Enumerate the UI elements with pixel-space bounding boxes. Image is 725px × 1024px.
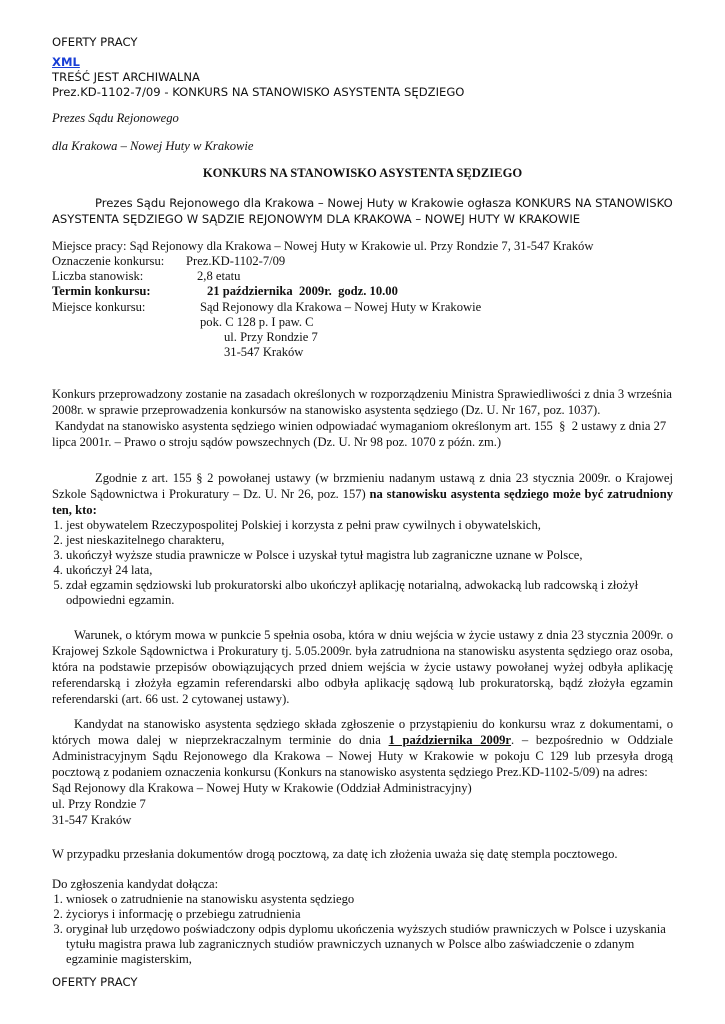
address-line-2: ul. Przy Rondzie 7 <box>52 797 146 811</box>
legal-basis <box>52 386 673 450</box>
place-label: Miejsce konkursu: <box>52 300 146 314</box>
legal-line-3: Kandydat na stanowisko asystenta sędziego winien odpowiadać wymaganiom określonym art. 155 § 2 ustawy z dnia 27 <box>52 419 667 433</box>
archival-notice: TREŚĆ JEST ARCHIWALNA <box>52 70 200 84</box>
issuer-line-2: dla Krakowa – Nowej Huty w Krakowie <box>52 139 254 153</box>
list-item: 1. wniosek o zatrudnienie na stanowisku asystenta sędziego <box>66 892 673 907</box>
requirements-list <box>52 518 673 608</box>
announcement-line-2: ASYSTENTA SĘDZIEGO W SĄDZIE REJONOWYM DLA KRAKOWA – NOWEJ HUTY W KRAKOWIE <box>52 212 581 226</box>
requirements-intro-text: Zgodnie z art. 155 § 2 powołanej ustawy (w brzmieniu nadanym ustawą z dnia 23 stycznia 2009r. o Krajowej Szkole Sądownictwa i Prokuratury – Dz. U. Nr 26, poz. 157) <box>52 471 673 501</box>
place-row-2 <box>52 315 673 330</box>
attachments-list <box>52 892 673 967</box>
list-item: 5. zdał egzamin sędziowski lub prokuratorski albo ukończył aplikację notarialną, adwokacką lub radcowską i złożył odpowiedni egzamin. <box>66 578 673 608</box>
designation-label: Oznaczenie konkursu: <box>52 254 165 268</box>
positions-row <box>52 269 673 284</box>
submission <box>52 716 673 828</box>
place-row-3 <box>52 330 673 345</box>
section-header: OFERTY PRACY <box>52 35 138 49</box>
attachments-intro: Do zgłoszenia kandydat dołącza: <box>52 877 219 891</box>
designation-value: Prez.KD-1102-7/09 <box>186 254 286 268</box>
xml-link-row <box>52 54 673 70</box>
list-item: 3. ukończył wyższe studia prawnicze w Polsce i uzyskał tytuł magistra lub zagraniczne uznane w Polsce, <box>66 548 673 563</box>
legal-line-2: 2008r. w sprawie przeprowadzenia konkursów na stanowisko asystenta sędziego (Dz. U. Nr 167, poz. 1037). <box>52 403 601 417</box>
legal-line-1: Konkurs przeprowadzony zostanie na zasadach określonych w rozporządzeniu Ministra Sprawiedliwości z dnia 3 września <box>52 387 673 401</box>
contest-details <box>52 238 673 360</box>
positions-value: 2,8 etatu <box>197 269 241 283</box>
address-line-1: Sąd Rejonowy dla Krakowa – Nowej Huty w Krakowie (Oddział Administracyjny) <box>52 781 472 795</box>
positions-label: Liczba stanowisk: <box>52 269 144 283</box>
designation-row <box>52 254 673 269</box>
list-item: 2. jest nieskazitelnego charakteru, <box>66 533 673 548</box>
announcement <box>52 195 673 227</box>
place-row-4 <box>52 345 673 360</box>
place-line-1: Sąd Rejonowy dla Krakowa – Nowej Huty w Krakowie <box>200 300 482 314</box>
submission-deadline: 1 października 2009r <box>388 733 512 747</box>
date-value: 21 października 2009r. godz. 10.00 <box>207 284 398 298</box>
announcement-line-1: Prezes Sądu Rejonowego dla Krakowa – Nowej Huty w Krakowie ogłasza KONKURS NA STANOWISKO <box>95 196 673 210</box>
list-item: 3. oryginał lub urzędowo poświadczony odpis dyplomu ukończenia wyższych studiów prawniczych w Polsce i uzyskania tytułu magistra prawa lub zagranicznych studiów prawniczych uznanych w Polsce albo zaświadczenie o zdanym egzaminie magisterskim, <box>66 922 673 967</box>
attachments <box>52 876 673 967</box>
issuer-line-1: Prezes Sądu Rejonowego <box>52 111 179 125</box>
page-title: Prez.KD-1102-7/09 - KONKURS NA STANOWISKO ASYSTENTA SĘDZIEGO <box>52 85 465 99</box>
requirements <box>52 470 673 608</box>
condition-paragraph: Warunek, o którym mowa w punkcie 5 spełnia osoba, która w dniu wejścia w życie ustawy z dnia 23 stycznia 2009r. o Krajowej Szkole Sądownictwa i Prokuratury tj. 5.05.2009r. była zatrudniona na stanowisku asystenta sędziego oraz osoba, która na podstawie przepisów obowiązujących przed dniem wejścia w życie ustawy powołanej wyżej odbyła aplikację referendarską i złożyła egzamin referendarski albo odbyła aplikację sądową lub prokuratorską, bądź złożyła egzamin referendarski (art. 66 ust. 2 cytowanej ustawy). <box>52 628 673 706</box>
workplace: Miejsce pracy: Sąd Rejonowy dla Krakowa – Nowej Huty w Krakowie ul. Przy Rondzie 7, 31-547 Kraków <box>52 239 594 253</box>
requirements-intro <box>52 470 673 518</box>
legal-line-4: lipca 2001r. – Prawo o stroju sądów powszechnych (Dz. U. Nr 98 poz. 1070 z późn. zm.) <box>52 435 502 449</box>
place-line-3: ul. Przy Rondzie 7 <box>224 330 318 344</box>
date-label: Termin konkursu: <box>52 284 151 298</box>
list-item: 4. ukończył 24 lata, <box>66 563 673 578</box>
place-line-4: 31-547 Kraków <box>224 345 304 359</box>
submission-text-2: . – bezpośrednio w Oddziale Administracyjnym Sądu Rejonowego dla Krakowa – Nowej Huty w Krakowie w pokoju C 129 lub przesyła drogą pocztową z podaniem oznaczenia konkursu (Konkurs na stanowisko asystenta sędziego Prez.KD-1102-5/09) na adres: <box>52 733 673 779</box>
document-title: KONKURS NA STANOWISKO ASYSTENTA SĘDZIEGO <box>202 166 523 180</box>
submission-paragraph <box>52 716 673 780</box>
place-row <box>52 300 673 315</box>
address-line-3: 31-547 Kraków <box>52 813 132 827</box>
requirements-intro-bold: na stanowisku asystenta sędziego może być zatrudniony ten, kto: <box>52 487 673 517</box>
section-footer: OFERTY PRACY <box>52 975 138 989</box>
list-item: 2. życiorys i informację o przebiegu zatrudnienia <box>66 907 673 922</box>
list-item: 1. jest obywatelem Rzeczypospolitej Polskiej i korzysta z pełni praw cywilnych i obywatelskich, <box>66 518 673 533</box>
submission-text-1: Kandydat na stanowisko asystenta sędziego składa zgłoszenie o przystąpieniu do konkursu wraz z dokumentami, o których mowa dalej w nieprzekraczalnym terminie do dnia <box>52 717 673 747</box>
date-row <box>52 284 673 300</box>
xml-link[interactable]: XML <box>52 55 80 69</box>
postal-note: W przypadku przesłania dokumentów drogą pocztową, za datę ich złożenia uważa się datę stempla pocztowego. <box>52 847 618 861</box>
place-line-2: pok. C 128 p. I paw. C <box>200 315 314 329</box>
